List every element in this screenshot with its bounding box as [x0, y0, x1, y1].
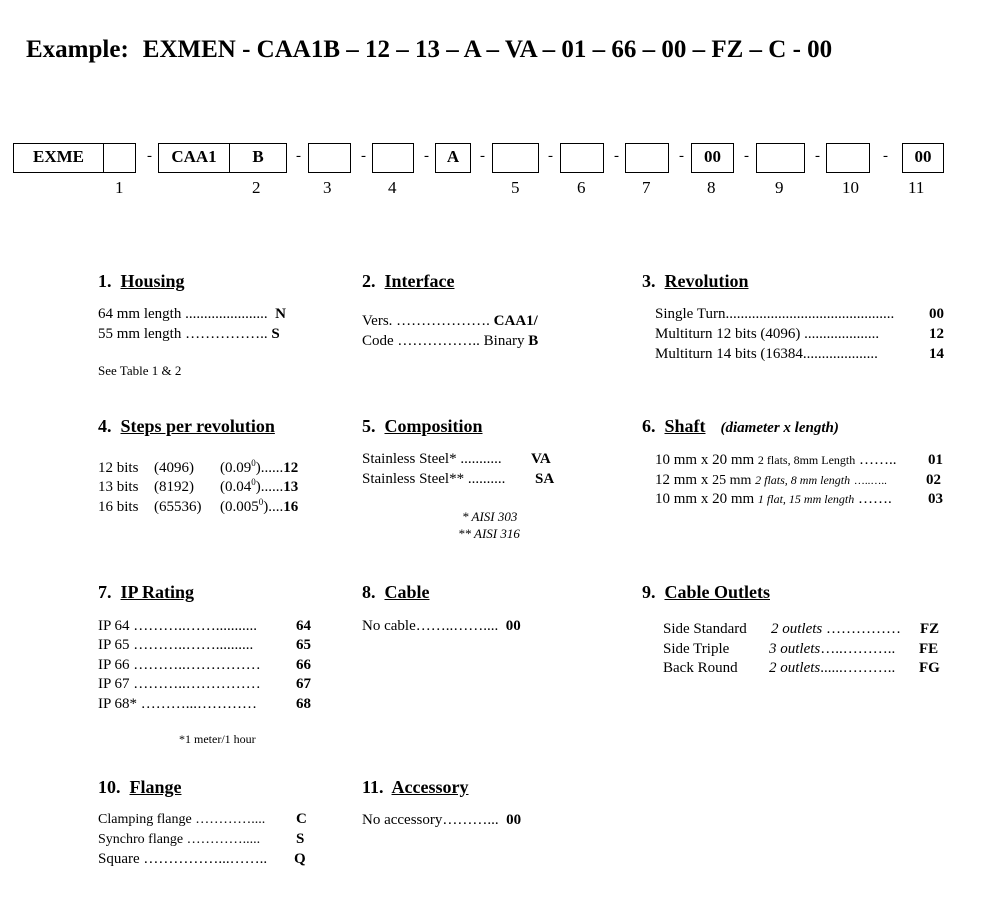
code-box-11: 00 — [902, 143, 944, 173]
ip-rating-row: IP 64 ………..……........... — [98, 618, 258, 634]
position-number: 1 — [115, 178, 124, 197]
composition-heading: 5. Composition — [362, 416, 483, 436]
position-number: 8 — [707, 178, 716, 197]
steps-row: 16 bits (65536) (0.005$^0$)....16 — [98, 497, 299, 515]
code-box-6 — [560, 143, 604, 173]
revolution-code: 00 — [929, 306, 944, 322]
flange-heading: 10. Flange — [98, 777, 182, 797]
ip-rating-code: 67 — [296, 676, 311, 692]
interface-heading: 2. Interface — [362, 271, 455, 291]
composition-code: VA — [531, 451, 551, 467]
example-title — [26, 36, 832, 64]
example-code: EXMEN - CAA1B – 12 – 13 – A – VA – 01 – 66 – 00 – FZ – C - 00 — [142, 36, 833, 63]
position-number: 7 — [642, 178, 651, 197]
code-dash: - — [815, 148, 820, 164]
shaft-code: 03 — [928, 491, 943, 507]
ip-rating-code: 64 — [296, 618, 311, 634]
code-box-4 — [372, 143, 414, 173]
position-number: 9 — [775, 178, 784, 197]
revolution-heading: 3. Revolution — [642, 271, 749, 291]
cable-row: No cable……..…….... 00 — [362, 618, 521, 634]
steps-row: 12 bits (4096) (0.09$^0$)......12 — [98, 458, 299, 476]
steps-heading: 4. Steps per revolution — [98, 416, 275, 436]
ip-rating-row: IP 67 ………..…………… — [98, 676, 261, 692]
composition-note: ** AISI 316 — [458, 526, 520, 541]
cable-outlets-code: FE — [919, 641, 939, 657]
cable-outlets-row: Back Round 2 outlets......……….. — [663, 660, 896, 676]
revolution-row: Multiturn 12 bits (4096) .................... — [655, 326, 880, 342]
ip-rating-note: *1 meter/1 hour — [179, 732, 256, 746]
revolution-row: Multiturn 14 bits (16384.................... — [655, 346, 878, 362]
composition-code: SA — [535, 471, 555, 487]
code-box-1b — [103, 143, 136, 173]
code-box-8: 00 — [691, 143, 734, 173]
code-dash: - — [296, 148, 301, 164]
shaft-row: 12 mm x 25 mm 2 flats, 8 mm length …..….. — [655, 472, 887, 488]
interface-row: Code …………….. Binary B — [362, 333, 539, 349]
shaft-code: 02 — [926, 472, 941, 488]
position-number: 11 — [908, 178, 925, 197]
flange-row: Square ……………...…….. — [98, 851, 268, 867]
cable-outlets-row: Side Triple 3 outlets…..……….. — [663, 641, 896, 657]
housing-note: See Table 1 & 2 — [98, 363, 182, 378]
position-number: 2 — [252, 178, 261, 197]
composition-row: Stainless Steel** .......... — [362, 471, 506, 487]
revolution-code: 12 — [929, 326, 944, 342]
flange-code: Q — [294, 851, 306, 867]
ip-rating-heading: 7. IP Rating — [98, 582, 195, 602]
ip-rating-code: 66 — [296, 657, 311, 673]
revolution-row: Single Turn............................................. — [655, 306, 895, 322]
composition-note: * AISI 303 — [462, 509, 518, 524]
housing-row: 64 mm length ...................... N — [98, 306, 286, 322]
code-box-3 — [308, 143, 351, 173]
cable-outlets-code: FG — [919, 660, 940, 676]
code-box-1a: EXME — [13, 143, 104, 173]
flange-row: Synchro flange …………..... — [98, 832, 261, 847]
shaft-row: 10 mm x 20 mm 2 flats, 8mm Length …….. — [655, 452, 897, 468]
code-box-5 — [492, 143, 539, 173]
example-label: Example: — [26, 36, 129, 63]
code-dash: - — [548, 148, 553, 164]
position-number: 6 — [577, 178, 586, 197]
code-dash: - — [679, 148, 684, 164]
code-dash: - — [614, 148, 619, 164]
position-number: 4 — [388, 178, 397, 197]
position-number: 5 — [511, 178, 520, 197]
shaft-code: 01 — [928, 452, 943, 468]
code-dash: - — [883, 148, 888, 164]
code-dash: - — [361, 148, 366, 164]
accessory-heading: 11. Accessory — [362, 777, 469, 797]
steps-row: 13 bits (8192) (0.04$^0$)......13 — [98, 477, 299, 495]
ip-rating-row: IP 68* ………...………… — [98, 696, 258, 712]
flange-row: Clamping flange ………….... — [98, 812, 266, 827]
code-box-10 — [826, 143, 870, 173]
ip-rating-row: IP 65 ………..…….......... — [98, 637, 254, 653]
flange-code: S — [296, 831, 305, 847]
code-dash: - — [424, 148, 429, 164]
position-number: 10 — [842, 178, 859, 197]
code-box-2a: CAA1 — [158, 143, 230, 173]
shaft-heading: 6. Shaft (diameter x length) — [642, 416, 839, 436]
shaft-row: 10 mm x 20 mm 1 flat, 15 mm length ……. — [655, 491, 892, 507]
position-number: 3 — [323, 178, 332, 197]
code-box-9 — [756, 143, 805, 173]
housing-row: 55 mm length …………….. S — [98, 326, 280, 342]
code-box-2b: B — [229, 143, 287, 173]
cable-heading: 8. Cable — [362, 582, 430, 602]
flange-code: C — [296, 811, 307, 827]
composition-row: Stainless Steel* ........... — [362, 451, 502, 467]
code-box-7 — [625, 143, 669, 173]
code-dash: - — [147, 148, 152, 164]
code-dash: - — [480, 148, 485, 164]
interface-row: Vers. ………………. CAA1/ — [362, 313, 538, 329]
cable-outlets-heading: 9. Cable Outlets — [642, 582, 770, 602]
code-dash: - — [744, 148, 749, 164]
revolution-code: 14 — [929, 346, 944, 362]
accessory-row: No accessory………... 00 — [362, 812, 522, 828]
ip-rating-row: IP 66 ………..…………… — [98, 657, 261, 673]
code-box-4b: A — [435, 143, 471, 173]
cable-outlets-code: FZ — [920, 621, 940, 637]
ip-rating-code: 65 — [296, 637, 311, 653]
housing-heading: 1. Housing — [98, 271, 185, 291]
ip-rating-code: 68 — [296, 696, 311, 712]
cable-outlets-row: Side Standard 2 outlets …………… — [663, 621, 901, 637]
